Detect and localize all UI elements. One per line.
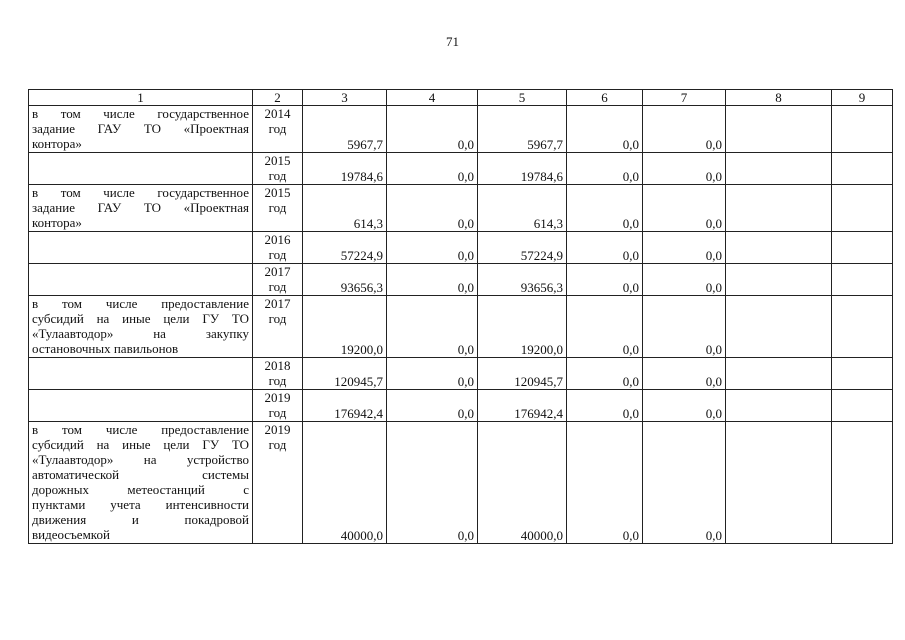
year-cell bbox=[253, 422, 303, 544]
description-line: задание ГАУ ТО «Проектная bbox=[32, 200, 249, 215]
empty-cell-9 bbox=[832, 422, 893, 544]
description-line: дорожных метеостанций с bbox=[32, 482, 249, 497]
empty-cell-9 bbox=[832, 296, 893, 358]
description-cell bbox=[29, 264, 253, 296]
empty-cell-8 bbox=[726, 422, 832, 544]
year-unit: год bbox=[268, 405, 287, 420]
table-row bbox=[29, 422, 893, 544]
column-header: 8 bbox=[726, 90, 832, 106]
value-cell-c4: 0,0 bbox=[387, 358, 478, 390]
page-number: 71 bbox=[446, 34, 459, 49]
empty-cell-9 bbox=[832, 390, 893, 422]
year-value: 2015 bbox=[264, 153, 291, 168]
value-cell-c7: 0,0 bbox=[643, 390, 726, 422]
value-cell-c5: 93656,3 bbox=[478, 264, 567, 296]
description-line: остановочных павильонов bbox=[32, 341, 179, 356]
year-cell bbox=[253, 185, 303, 232]
value-cell-c3: 176942,4 bbox=[303, 390, 387, 422]
value-cell-c5: 5967,7 bbox=[478, 106, 567, 153]
value-cell-c7: 0,0 bbox=[643, 296, 726, 358]
description-cell bbox=[29, 358, 253, 390]
empty-cell-8 bbox=[726, 358, 832, 390]
description-line: в том числе государственное bbox=[32, 106, 249, 121]
value-cell-c5: 176942,4 bbox=[478, 390, 567, 422]
description-cell bbox=[29, 106, 253, 153]
column-header: 9 bbox=[832, 90, 893, 106]
empty-cell-9 bbox=[832, 153, 893, 185]
year-cell bbox=[253, 296, 303, 358]
value-cell-c5: 19200,0 bbox=[478, 296, 567, 358]
year-cell bbox=[253, 358, 303, 390]
year-value: 2018 bbox=[264, 358, 291, 373]
description-line: «Тулаавтодор» на устройство bbox=[32, 452, 249, 467]
value-cell-c7: 0,0 bbox=[643, 358, 726, 390]
empty-cell-9 bbox=[832, 106, 893, 153]
year-unit: год bbox=[268, 247, 287, 262]
description-cell bbox=[29, 422, 253, 544]
value-cell-c4: 0,0 bbox=[387, 232, 478, 264]
value-cell-c4: 0,0 bbox=[387, 422, 478, 544]
year-value: 2015 bbox=[264, 185, 291, 200]
year-unit: год bbox=[268, 168, 287, 183]
value-cell-c5: 19784,6 bbox=[478, 153, 567, 185]
description-line: в том числе государственное bbox=[32, 185, 249, 200]
value-cell-c6: 0,0 bbox=[567, 106, 643, 153]
year-unit: год bbox=[268, 200, 287, 215]
year-cell bbox=[253, 390, 303, 422]
value-cell-c7: 0,0 bbox=[643, 232, 726, 264]
value-cell-c6: 0,0 bbox=[567, 264, 643, 296]
year-unit: год bbox=[268, 121, 287, 136]
value-cell-c4: 0,0 bbox=[387, 296, 478, 358]
value-cell-c4: 0,0 bbox=[387, 390, 478, 422]
description-line: субсидий на иные цели ГУ ТО bbox=[32, 311, 249, 326]
value-cell-c3: 40000,0 bbox=[303, 422, 387, 544]
year-cell bbox=[253, 106, 303, 153]
table-row bbox=[29, 264, 893, 296]
year-value: 2019 bbox=[264, 422, 291, 437]
header-row bbox=[29, 90, 893, 106]
value-cell-c5: 40000,0 bbox=[478, 422, 567, 544]
value-cell-c3: 614,3 bbox=[303, 185, 387, 232]
description-line: контора» bbox=[32, 136, 82, 151]
empty-cell-9 bbox=[832, 358, 893, 390]
description-cell bbox=[29, 153, 253, 185]
value-cell-c7: 0,0 bbox=[643, 185, 726, 232]
description-cell bbox=[29, 185, 253, 232]
value-cell-c6: 0,0 bbox=[567, 358, 643, 390]
description-line: видеосъемкой bbox=[32, 527, 110, 542]
column-header: 5 bbox=[478, 90, 567, 106]
value-cell-c3: 57224,9 bbox=[303, 232, 387, 264]
column-header: 3 bbox=[303, 90, 387, 106]
table-row bbox=[29, 185, 893, 232]
empty-cell-8 bbox=[726, 232, 832, 264]
value-cell-c3: 93656,3 bbox=[303, 264, 387, 296]
description-cell bbox=[29, 296, 253, 358]
value-cell-c6: 0,0 bbox=[567, 296, 643, 358]
value-cell-c6: 0,0 bbox=[567, 185, 643, 232]
table-row bbox=[29, 358, 893, 390]
value-cell-c7: 0,0 bbox=[643, 264, 726, 296]
year-value: 2017 bbox=[264, 296, 291, 311]
year-unit: год bbox=[268, 373, 287, 388]
value-cell-c4: 0,0 bbox=[387, 153, 478, 185]
value-cell-c3: 120945,7 bbox=[303, 358, 387, 390]
empty-cell-8 bbox=[726, 153, 832, 185]
column-header: 1 bbox=[29, 90, 253, 106]
empty-cell-8 bbox=[726, 185, 832, 232]
description-cell bbox=[29, 232, 253, 264]
description-line: пунктами учета интенсивности bbox=[32, 497, 249, 512]
table-row bbox=[29, 232, 893, 264]
table-row bbox=[29, 296, 893, 358]
value-cell-c6: 0,0 bbox=[567, 422, 643, 544]
value-cell-c4: 0,0 bbox=[387, 185, 478, 232]
value-cell-c3: 19200,0 bbox=[303, 296, 387, 358]
value-cell-c7: 0,0 bbox=[643, 153, 726, 185]
column-header: 7 bbox=[643, 90, 726, 106]
empty-cell-8 bbox=[726, 264, 832, 296]
value-cell-c3: 5967,7 bbox=[303, 106, 387, 153]
value-cell-c5: 57224,9 bbox=[478, 232, 567, 264]
year-unit: год bbox=[268, 311, 287, 326]
description-line: субсидий на иные цели ГУ ТО bbox=[32, 437, 249, 452]
value-cell-c3: 19784,6 bbox=[303, 153, 387, 185]
description-line: задание ГАУ ТО «Проектная bbox=[32, 121, 249, 136]
year-cell bbox=[253, 264, 303, 296]
value-cell-c4: 0,0 bbox=[387, 264, 478, 296]
description-line: движения и покадровой bbox=[32, 512, 249, 527]
value-cell-c5: 120945,7 bbox=[478, 358, 567, 390]
year-value: 2014 bbox=[264, 106, 291, 121]
value-cell-c4: 0,0 bbox=[387, 106, 478, 153]
description-cell bbox=[29, 390, 253, 422]
description-line: автоматической системы bbox=[32, 467, 249, 482]
year-cell bbox=[253, 153, 303, 185]
table-row bbox=[29, 106, 893, 153]
description-line: в том числе предоставление bbox=[32, 422, 249, 437]
column-header: 2 bbox=[253, 90, 303, 106]
year-value: 2017 bbox=[264, 264, 291, 279]
table-row bbox=[29, 153, 893, 185]
year-value: 2016 bbox=[264, 232, 291, 247]
column-header: 4 bbox=[387, 90, 478, 106]
description-line: в том числе предоставление bbox=[32, 296, 249, 311]
value-cell-c6: 0,0 bbox=[567, 232, 643, 264]
value-cell-c7: 0,0 bbox=[643, 106, 726, 153]
year-value: 2019 bbox=[264, 390, 291, 405]
empty-cell-9 bbox=[832, 185, 893, 232]
description-line: «Тулаавтодор» на закупку bbox=[32, 326, 249, 341]
value-cell-c6: 0,0 bbox=[567, 153, 643, 185]
budget-table bbox=[28, 89, 893, 544]
empty-cell-8 bbox=[726, 390, 832, 422]
value-cell-c6: 0,0 bbox=[567, 390, 643, 422]
empty-cell-9 bbox=[832, 264, 893, 296]
year-cell bbox=[253, 232, 303, 264]
value-cell-c7: 0,0 bbox=[643, 422, 726, 544]
value-cell-c5: 614,3 bbox=[478, 185, 567, 232]
empty-cell-9 bbox=[832, 232, 893, 264]
year-unit: год bbox=[268, 279, 287, 294]
column-header: 6 bbox=[567, 90, 643, 106]
year-unit: год bbox=[268, 437, 287, 452]
description-line: контора» bbox=[32, 215, 82, 230]
table-row bbox=[29, 390, 893, 422]
empty-cell-8 bbox=[726, 106, 832, 153]
empty-cell-8 bbox=[726, 296, 832, 358]
